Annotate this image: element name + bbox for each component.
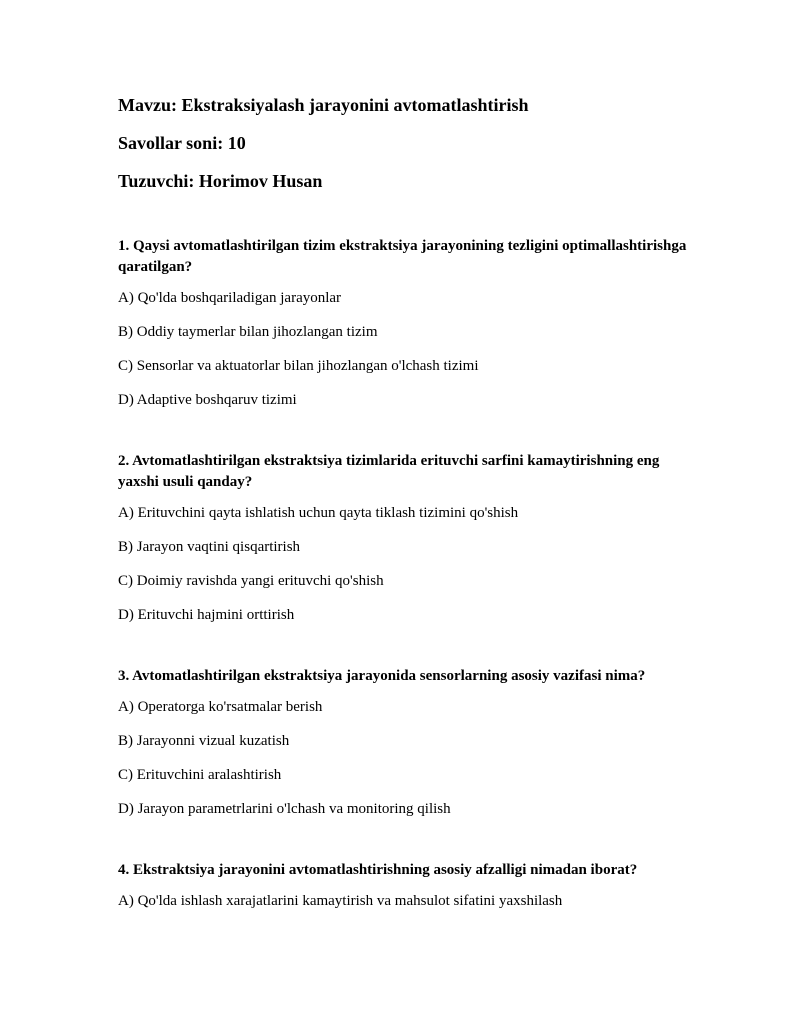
answer-option-c: C) Sensorlar va aktuatorlar bilan jihozlangan o'lchash tizimi	[118, 358, 479, 374]
question-3	[118, 666, 698, 819]
document-page	[118, 94, 698, 952]
question-title: 4. Ekstraktsiya jarayonini avtomatlashtirishning asosiy afzalligi nimadan iborat?	[118, 862, 638, 878]
answer-option-d: D) Jarayon parametrlarini o'lchash va monitoring qilish	[118, 801, 451, 817]
question-title: 2. Avtomatlashtirilgan ekstraktsiya tizimlarida erituvchi sarfini kamaytirishning eng yaxshi usuli qanday?	[118, 453, 660, 490]
answer-option-a: A) Qo'lda ishlash xarajatlarini kamaytirish va mahsulot sifatini yaxshilash	[118, 893, 563, 909]
answer-option-c: C) Doimiy ravishda yangi erituvchi qo'shish	[118, 573, 384, 589]
question-2	[118, 451, 698, 625]
question-title: 1. Qaysi avtomatlashtirilgan tizim ekstraktsiya jarayonining tezligini optimallashtirishga qaratilgan?	[118, 238, 687, 275]
answer-option-a: A) Erituvchini qayta ishlatish uchun qayta tiklash tizimini qo'shish	[118, 505, 519, 521]
answer-option-b: B) Jarayon vaqtini qisqartirish	[118, 539, 301, 555]
answer-option-b: B) Oddiy taymerlar bilan jihozlangan tizim	[118, 324, 378, 340]
author-line: Tuzuvchi: Horimov Husan	[118, 171, 323, 191]
question-4	[118, 860, 698, 911]
answer-option-a: A) Qo'lda boshqariladigan jarayonlar	[118, 290, 342, 306]
question-title: 3. Avtomatlashtirilgan ekstraktsiya jarayonida sensorlarning asosiy vazifasi nima?	[118, 668, 646, 684]
answer-option-a: A) Operatorga ko'rsatmalar berish	[118, 699, 323, 715]
answer-option-c: C) Erituvchini aralashtirish	[118, 767, 282, 783]
answer-option-b: B) Jarayonni vizual kuzatish	[118, 733, 290, 749]
question-1	[118, 236, 698, 410]
answer-option-d: D) Adaptive boshqaruv tizimi	[118, 392, 297, 408]
question-count: Savollar soni: 10	[118, 133, 246, 153]
topic-heading: Mavzu: Ekstraksiyalash jarayonini avtomatlashtirish	[118, 95, 529, 115]
answer-option-d: D) Erituvchi hajmini orttirish	[118, 607, 295, 623]
